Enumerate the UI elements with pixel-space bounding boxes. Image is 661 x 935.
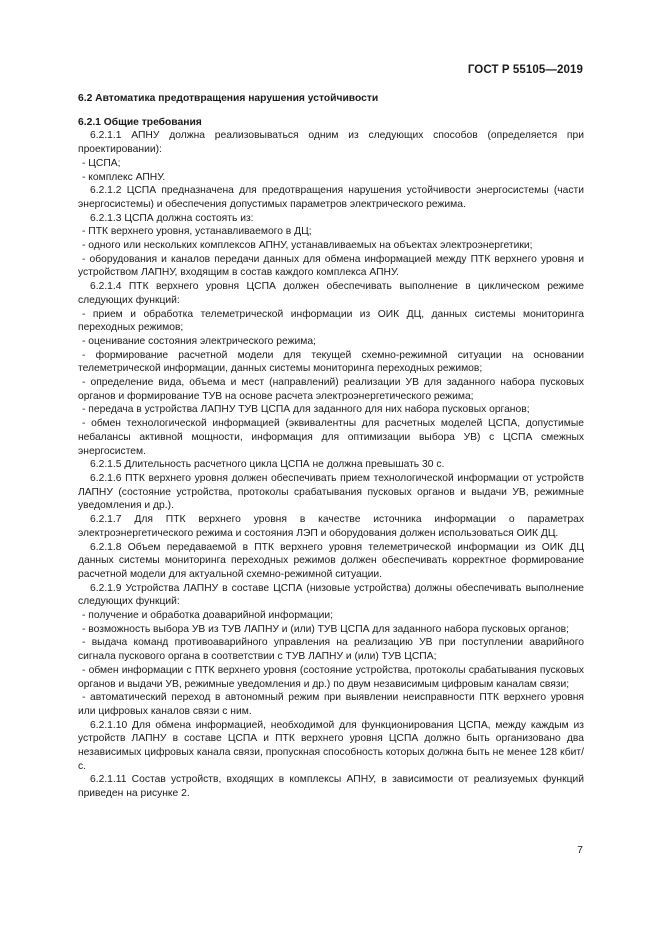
- document-code: ГОСТ Р 55105—2019: [467, 64, 583, 76]
- page-number: 7: [577, 844, 583, 856]
- paragraph: 6.2.1.1 АПНУ должна реализовываться одним из следующих способов (определяется при проектировании):: [78, 130, 584, 156]
- list-item: - одного или нескольких комплексов АПНУ, устанавливаемых на объектах электроэнергетики;: [82, 240, 533, 252]
- list-item: - формирование расчетной модели для текущей схемно-режимной ситуации на основании телеметрической информации, данных системы мониторинга переходных режимов;: [78, 349, 584, 375]
- list-item: - ЦСПА;: [82, 157, 121, 169]
- list-item: - получение и обработка доаварийной информации;: [82, 610, 333, 622]
- list-item: - обмен информации с ПТК верхнего уровня (состояние устройства, протоколы срабатывания пусковых органов и выдачи УВ, режимные уведомления и др.) по двум независимым цифровым каналам связи;: [78, 664, 584, 690]
- list-item: - выдача команд противоаварийного управления на реализацию УВ при поступлении аварийного сигнала пускового органа в соответствии с ТУВ ЛАПНУ и (или) ТУВ ЦСПА;: [78, 637, 584, 663]
- section-title: 6.2 Автоматика предотвращения нарушения устойчивости: [78, 93, 379, 104]
- paragraph: 6.2.1.8 Объем передаваемой в ПТК верхнего уровня телеметрической информации из ОИК ДЦ данных системы мониторинга переходных режимов должен обеспечивать корректное формирование расчетной модели для актуальной схемно-режимной ситуации.: [78, 541, 584, 580]
- paragraph: 6.2.1.6 ПТК верхнего уровня должен обеспечивать прием технологической информации от устройств ЛАПНУ (состояние устройства, протоколы срабатывания пусковых органов и выдачи УВ, режимные уведомления и др.).: [78, 472, 584, 512]
- paragraph: 6.2.1.2 ЦСПА предназначена для предотвращения нарушения устойчивости энергосистемы (части энергосистемы) и обеспечения допустимых параметров электрического режима.: [78, 185, 584, 210]
- paragraph: 6.2.1.7 Для ПТК верхнего уровня в качестве источника информации о параметрах электроэнергетического режима и состояния ЛЭП и оборудования должен использоваться ОИК ДЦ.: [78, 514, 584, 539]
- list-item: - комплекс АПНУ.: [82, 171, 166, 183]
- paragraph: 6.2.1.5 Длительность расчетного цикла ЦСПА не должна превышать 30 с.: [90, 459, 445, 471]
- subsection-title: 6.2.1 Общие требования: [78, 116, 202, 128]
- list-item: - ПТК верхнего уровня, устанавливаемого в ДЦ;: [82, 226, 312, 238]
- list-item: - обмен технологической информацией (эквивалентны для расчетных моделей ЦСПА, допустимые небалансы активной мощности, информация для оптимизации выбора УВ) с ЦСПА смежных энергосистем.: [78, 418, 584, 457]
- paragraph: 6.2.1.4 ПТК верхнего уровня ЦСПА должен обеспечивать выполнение в циклическом режиме следующих функций:: [78, 281, 584, 306]
- list-item: - автоматический переход в автономный режим при выявлении неисправности ПТК верхнего уровня или цифровых каналов связи с ним.: [78, 692, 584, 717]
- list-item: - прием и обработка телеметрической информации из ОИК ДЦ, данных системы мониторинга переходных режимов;: [78, 308, 584, 334]
- paragraph: 6.2.1.3 ЦСПА должна состоять из:: [90, 212, 254, 224]
- paragraph: 6.2.1.10 Для обмена информацией, необходимой для функционирования ЦСПА, между каждым из устройств ЛАПНУ в составе ЦСПА и ПТК верхнего уровня ЦСПА должно быть организовано два независимых цифровых канала связи, пропускная способность которых должна быть не менее 128 кбит/с.: [78, 719, 584, 772]
- list-item: - возможность выбора УВ из ТУВ ЛАПНУ и (или) ТУВ ЦСПА для заданного набора пусковых органов;: [82, 623, 570, 635]
- page-body: [78, 92, 584, 801]
- list-item: - определение вида, объема и мест (направлений) реализации УВ для заданного набора пусковых органов и формирование ТУВ на основе расчета электроэнергетического режима;: [78, 377, 584, 402]
- list-item: - оценивание состояния электрического режима;: [82, 335, 316, 347]
- list-item: - передача в устройства ЛАПНУ ТУВ ЦСПА для заданного для них набора пусковых органов;: [82, 404, 530, 416]
- paragraph: 6.2.1.11 Состав устройств, входящих в комплексы АПНУ, в зависимости от реализуемых функций приведен на рисунке 2.: [78, 774, 584, 800]
- paragraph: 6.2.1.9 Устройства ЛАПНУ в составе ЦСПА (низовые устройства) должны обеспечивать выполнение следующих функций:: [78, 582, 584, 608]
- paragraph-list: [78, 129, 584, 800]
- list-item: - оборудования и каналов передачи данных для обмена информацией между ПТК верхнего уровня и устройством ЛАПНУ, входящим в состав каждого комплекса АПНУ.: [78, 253, 584, 279]
